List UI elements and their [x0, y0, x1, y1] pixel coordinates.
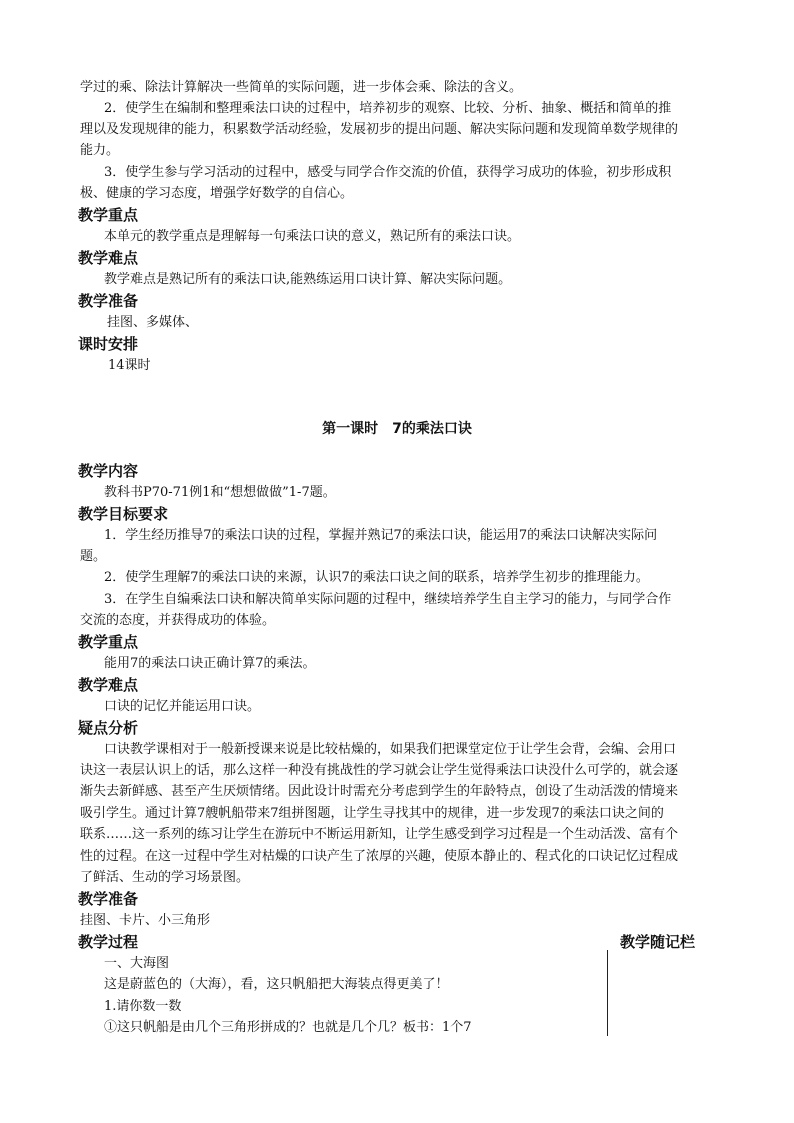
intro-goal-2-end: 能力。	[80, 143, 120, 158]
analysis-line: 诀这一表层认识上的话，那么这样一种没有挑战性的学习就会让学生觉得乘法口诀没什么可学的，就会逐	[80, 763, 679, 778]
lesson-content-text: 教科书P70-71例1和“想想做做”1-7题。	[104, 485, 336, 500]
unit-focus-heading: 教学重点	[78, 206, 139, 224]
intro-line: 学过的乘、除法计算解决一些简单的实际问题，进一步体会乘、除法的含义。	[80, 80, 523, 95]
intro-goal-3-cont: 极、健康的学习态度，增强学好数学的自信心。	[80, 186, 354, 201]
analysis-line: 口诀教学课相对于一般新授课来说是比较枯燥的，如果我们把课堂定位于让学生会背，会编、会用口	[104, 742, 677, 757]
analysis-line: 渐失去新鲜感、甚至产生厌烦情绪。因此设计时需充分考虑到学生的年龄特点，创设了生动活泼的情境来	[80, 784, 679, 799]
notes-column-heading: 教学随记栏	[620, 933, 696, 951]
lesson-goal-2: 2．使学生理解7的乘法口诀的来源，认识7的乘法口诀之间的联系，培养学生初步的推理能力。	[104, 570, 649, 585]
process-step: ①这只帆船是由几个三角形拼成的？也就是几个几？板书：1个7	[104, 1020, 472, 1035]
analysis-line: 联系……这一系列的练习让学生在游玩中不断运用新知，让学生感受到学习过程是一个生动活泼、富有个	[80, 827, 679, 842]
analysis-line: 吸引学生。通过计算7艘帆船带来7组拼图题，让学生寻找其中的规律，进一步发现7的乘法口诀之间的	[80, 806, 664, 821]
lesson-goal-3: 3．在学生自编乘法口诀和解决简单实际问题的过程中，继续培养学生自主学习的能力，与同学合作	[104, 592, 672, 607]
analysis-line: 了鲜活、生动的学习场景图。	[80, 870, 250, 885]
lesson-prep-text: 挂图、卡片、小三角形	[80, 913, 211, 928]
lesson-prep-heading: 教学准备	[78, 890, 139, 908]
lesson-analysis-heading: 疑点分析	[78, 719, 139, 737]
unit-schedule-heading: 课时安排	[78, 335, 139, 353]
unit-difficulty-heading: 教学难点	[78, 249, 139, 267]
lesson-focus-heading: 教学重点	[78, 633, 139, 651]
lesson-goal-3-cont: 交流的态度，并获得成功的体验。	[80, 613, 276, 628]
unit-focus-text: 本单元的教学重点是理解每一句乘法口诀的意义，熟记所有的乘法口诀。	[104, 229, 521, 244]
unit-difficulty-text: 教学难点是熟记所有的乘法口诀,能熟练运用口诀计算、解决实际问题。	[104, 272, 512, 287]
lesson-goals-heading: 教学目标要求	[78, 505, 169, 523]
intro-goal-2: 2．使学生在编制和整理乘法口诀的过程中，培养初步的观察、比较、分析、抽象、概括和简单的推	[104, 101, 672, 116]
lesson-difficulty-heading: 教学难点	[78, 676, 139, 694]
lesson-focus-text: 能用7的乘法口诀正确计算7的乘法。	[104, 656, 316, 671]
unit-prep-text: 挂图、多媒体、	[107, 315, 199, 330]
lesson-process-heading: 教学过程	[78, 933, 139, 951]
analysis-line: 性的过程。在这一过程中学生对枯燥的口诀产生了浓厚的兴趣，使原本静止的、程式化的口诀记忆过程成	[80, 849, 679, 864]
intro-goal-3: 3．使学生参与学习活动的过程中，感受与同学合作交流的价值，获得学习成功的体验，初步形成积	[104, 165, 672, 180]
lesson-content-heading: 教学内容	[78, 462, 139, 480]
process-step: 1.请你数一数	[104, 999, 182, 1014]
lesson-goal-1-cont: 题。	[80, 549, 107, 564]
lesson-title: 第一课时 7的乘法口诀	[322, 421, 472, 437]
lesson-difficulty-text: 口诀的记忆并能运用口诀。	[104, 699, 261, 714]
intro-goal-2-cont: 理以及发现规律的能力，积累数学活动经验，发展初步的提出问题、解决实际问题和发现简单数学规律的	[80, 122, 679, 137]
unit-prep-heading: 教学准备	[78, 292, 139, 310]
unit-schedule-text: 14课时	[108, 358, 151, 373]
process-step: 这是蔚蓝色的（大海），看，这只帆船把大海装点得更美了！	[104, 977, 449, 992]
lesson-goal-1: 1．学生经历推导7的乘法口诀的过程，掌握并熟记7的乘法口诀，能运用7的乘法口诀解决实际问	[104, 528, 658, 543]
process-step: 一、大海图	[104, 956, 170, 971]
